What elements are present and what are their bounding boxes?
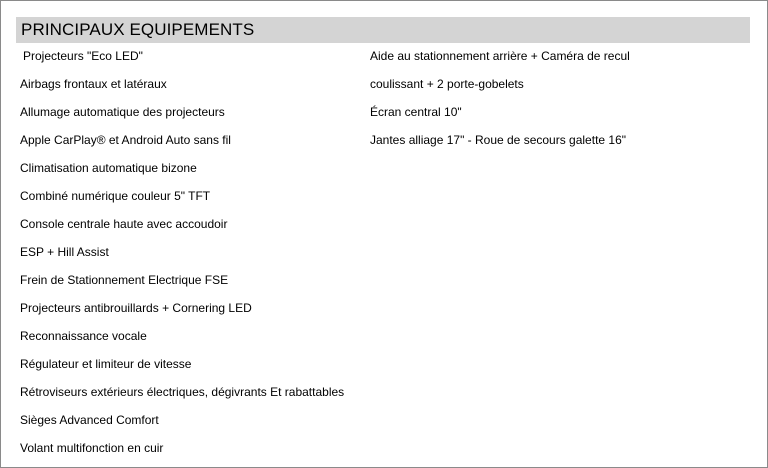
equipment-item: Reconnaissance vocale xyxy=(20,329,147,343)
equipment-item: Projecteurs antibrouillards + Cornering LED xyxy=(20,301,252,315)
equipment-item: Airbags frontaux et latéraux xyxy=(20,77,167,91)
equipment-item: Écran central 10" xyxy=(370,105,462,119)
equipment-item: Console centrale haute avec accoudoir xyxy=(20,217,228,231)
equipment-item: Rétroviseurs extérieurs électriques, dégivrants Et rabattables xyxy=(20,385,345,399)
equipment-item: ESP + Hill Assist xyxy=(20,245,109,259)
equipment-item: coulissant + 2 porte-gobelets xyxy=(370,77,524,91)
equipment-item: Sièges Advanced Comfort xyxy=(20,413,159,427)
equipment-item: Projecteurs "Eco LED" xyxy=(23,49,143,63)
equipment-item: Combiné numérique couleur 5" TFT xyxy=(20,189,211,203)
equipment-item: Frein de Stationnement Electrique FSE xyxy=(20,273,229,287)
equipment-list-left xyxy=(20,45,344,465)
equipment-item: Allumage automatique des projecteurs xyxy=(20,105,225,119)
section-title: PRINCIPAUX EQUIPEMENTS xyxy=(21,20,255,39)
equipment-item: Volant multifonction en cuir xyxy=(20,441,164,455)
equipment-item: Climatisation automatique bizone xyxy=(20,161,197,175)
section-header xyxy=(16,17,750,43)
equipment-item: Apple CarPlay® et Android Auto sans fil xyxy=(20,133,231,147)
equipment-item: Aide au stationnement arrière + Caméra de recul xyxy=(370,49,630,63)
equipment-item: Régulateur et limiteur de vitesse xyxy=(20,357,192,371)
equipment-item: Jantes alliage 17" - Roue de secours galette 16" xyxy=(370,133,627,147)
equipment-list-right xyxy=(370,45,630,157)
